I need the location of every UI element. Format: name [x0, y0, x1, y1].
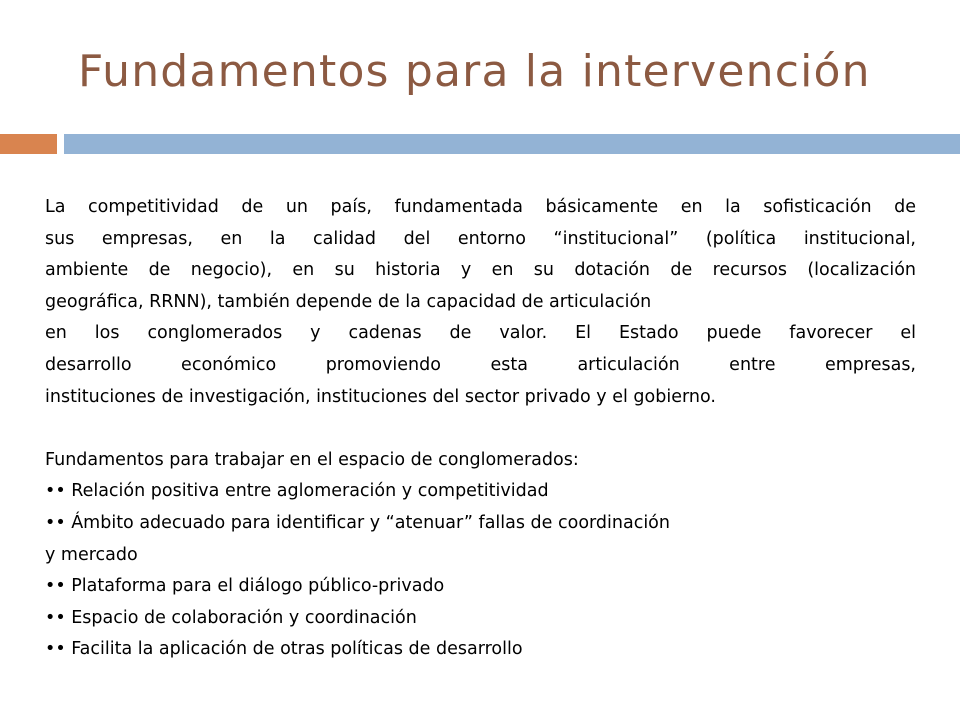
list-heading: Fundamentos para trabajar en el espacio de conglomerados: — [45, 449, 579, 470]
paragraph-line: sus empresas, en la calidad del entorno “institucional” (política institucional, — [45, 228, 916, 249]
paragraph-line: geográfica, RRNN), también depende de la capacidad de articulación — [45, 291, 652, 312]
paragraph-line: desarrollo económico promoviendo esta articulación entre empresas, — [45, 354, 916, 375]
paragraph-line: ambiente de negocio), en su historia y en su dotación de recursos (localización — [45, 260, 916, 281]
accent-bar-orange — [0, 134, 57, 154]
bullet-item: •• Plataforma para el diálogo público-privado — [45, 576, 445, 597]
bullet-item: •• Relación positiva entre aglomeración y competitividad — [45, 481, 549, 502]
paragraph-line: instituciones de investigación, instituciones del sector privado y el gobierno. — [45, 386, 716, 407]
bullet-item-continuation: y mercado — [45, 544, 138, 565]
accent-bar-blue — [64, 134, 960, 154]
bullet-item: •• Espacio de colaboración y coordinación — [45, 607, 417, 628]
bullet-item: •• Facilita la aplicación de otras políticas de desarrollo — [45, 639, 523, 660]
bullet-item: •• Ámbito adecuado para identificar y “atenuar” fallas de coordinación — [45, 512, 670, 533]
paragraph-line: en los conglomerados y cadenas de valor. El Estado puede favorecer el — [45, 323, 916, 344]
slide-title: Fundamentos para la intervención — [78, 46, 871, 97]
paragraph-spacer — [45, 413, 916, 445]
paragraph-line: La competitividad de un país, fundamentada básicamente en la sofisticación de — [45, 197, 916, 217]
slide-body — [45, 192, 916, 666]
